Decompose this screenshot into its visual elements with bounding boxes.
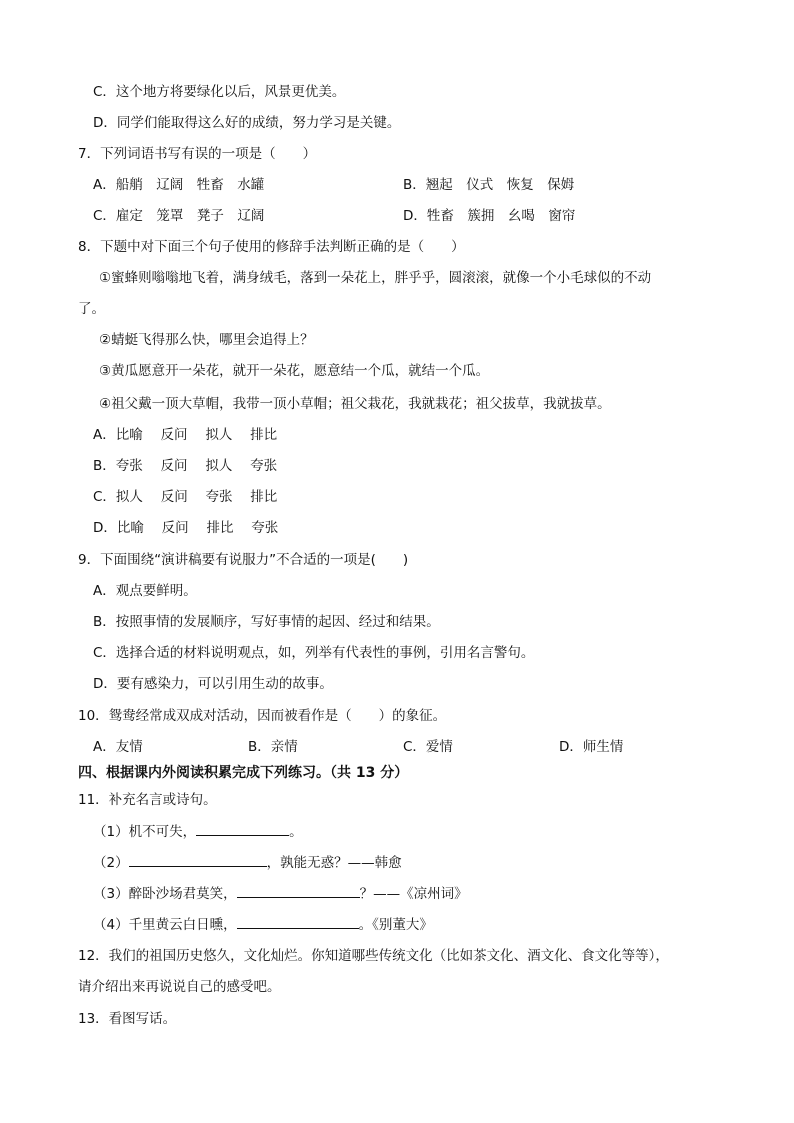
option-9b: B．按照事情的发展顺序，写好事情的起因、经过和结果。 — [93, 614, 440, 630]
poem-item-2 — [93, 852, 402, 873]
option-10c: C．爱情 — [403, 739, 453, 755]
question-12: 12．我们的祖国历史悠久，文化灿烂。你知道哪些传统文化（比如茶文化、酒文化、食文化等等）， — [78, 948, 669, 964]
poem-item-4 — [93, 914, 433, 935]
section-4-heading: 四、根据课内外阅读积累完成下列练习。（共 13 分） — [78, 765, 409, 781]
option-8c: C．拟人 反问 夸张 排比 — [93, 489, 278, 505]
option-7a: A．船艄 辽阔 牲畜 水罐 — [93, 177, 265, 193]
sentence-1: ①蜜蜂则嗡嗡地飞着，满身绒毛，落到一朵花上，胖乎乎，圆滚滚，就像一个小毛球似的不动 — [99, 270, 652, 286]
blank-3[interactable] — [237, 883, 360, 898]
poem-1-text: （1）机不可失， — [93, 824, 197, 840]
sentence-1-cont: 了。 — [78, 301, 105, 317]
sentence-3: ③黄瓜愿意开一朵花，就开一朵花，愿意结一个瓜，就结一个瓜。 — [99, 363, 490, 379]
option-7b: B．翘起 仪式 恢复 保姆 — [403, 177, 575, 193]
option-9c: C．选择合适的材料说明观点，如，列举有代表性的事例，引用名言警句。 — [93, 645, 535, 661]
poem-4-end: 。《别董大》 — [358, 917, 433, 933]
option-6d: D．同学们能取得这么好的成绩，努力学习是关键。 — [93, 115, 401, 131]
option-7d: D．牲畜 簇拥 幺喝 窗帘 — [403, 208, 576, 224]
poem-item-3 — [93, 883, 468, 904]
question-9: 9．下面围绕“演讲稿要有说服力”不合适的一项是( ) — [78, 552, 409, 568]
poem-2-text: （2） — [93, 855, 129, 871]
poem-3-end: ？——《凉州词》 — [359, 886, 468, 902]
poem-1-end: 。 — [289, 824, 303, 840]
question-13: 13．看图写话。 — [78, 1011, 177, 1027]
poem-item-1 — [93, 821, 303, 842]
blank-1[interactable] — [196, 821, 289, 836]
question-7: 7．下列词语书写有误的一项是（ ） — [78, 146, 317, 162]
option-6c: C．这个地方将要绿化以后，风景更优美。 — [93, 84, 346, 100]
poem-2-end: ，孰能无惑？——韩愈 — [266, 855, 402, 871]
poem-4-text: （4）千里黄云白日曛， — [93, 917, 237, 933]
option-8d: D．比喻 反问 排比 夸张 — [93, 520, 279, 536]
option-9d: D．要有感染力，可以引用生动的故事。 — [93, 676, 333, 692]
option-8b: B．夸张 反问 拟人 夸张 — [93, 458, 278, 474]
sentence-2: ②蜻蜓飞得那么快，哪里会追得上？ — [99, 332, 314, 348]
option-10a: A．友情 — [93, 739, 143, 755]
option-10d: D．师生情 — [559, 739, 624, 755]
sentence-4: ④祖父戴一顶大草帽，我带一顶小草帽；祖父栽花，我就栽花；祖父拔草，我就拔草。 — [99, 396, 611, 412]
blank-2[interactable] — [129, 852, 267, 867]
question-10: 10．鸳鸯经常成双成对活动，因而被看作是（ ）的象征。 — [78, 708, 447, 724]
option-9a: A．观点要鲜明。 — [93, 583, 197, 599]
option-7c: C．雇定 笼罩 凳子 辽阔 — [93, 208, 265, 224]
question-8: 8．下题中对下面三个句子使用的修辞手法判断正确的是（ ） — [78, 239, 465, 255]
blank-4[interactable] — [237, 914, 359, 929]
question-12-cont: 请介绍出来再说说自己的感受吧。 — [78, 979, 281, 995]
option-8a: A．比喻 反问 拟人 排比 — [93, 427, 278, 443]
poem-3-text: （3）醉卧沙场君莫笑， — [93, 886, 237, 902]
question-11: 11．补充名言或诗句。 — [78, 792, 217, 808]
option-10b: B．亲情 — [248, 739, 298, 755]
